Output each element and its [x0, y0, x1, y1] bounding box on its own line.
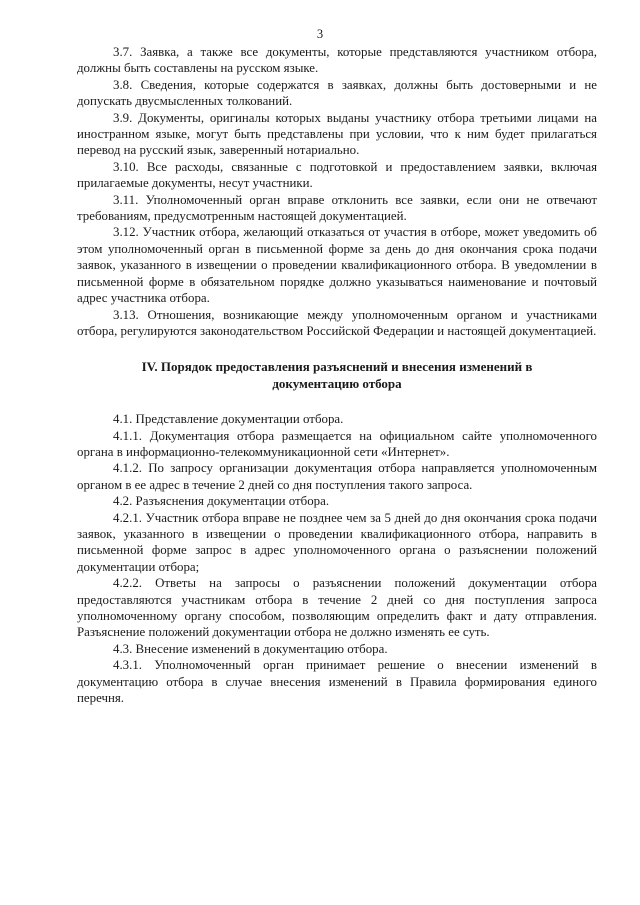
paragraph-3-9: 3.9. Документы, оригиналы которых выданы участнику отбора третьими лицами на иностранном языке, могут быть представлены при условии, что к ним будет прилагаться перевод на русский язык, заверенный нотариально.: [77, 110, 597, 158]
paragraph-3-10: 3.10. Все расходы, связанные с подготовкой и предоставлением заявки, включая прилагаемые документы, несут участники.: [77, 159, 597, 191]
paragraph-4-1-2: 4.1.2. По запросу организации документация отбора направляется уполномоченным органом в ее адрес в течение 2 дней со дня поступления такого запроса.: [77, 461, 597, 492]
paragraph-4-2-1: 4.2.1. Участник отбора вправе не позднее чем за 5 дней до дня окончания срока подачи заявок, указанного в извещении о проведении квалификационного отбора, направить в письменной форме запрос в адрес уполномоченного органа о разъяснении положений документации отбора;: [77, 510, 597, 574]
paragraph-3-12: 3.12. Участник отбора, желающий отказаться от участия в отборе, может уведомить об этом уполномоченный орган в письменной форме за день до дня окончания срока подачи заявок, указанного в извещении о проведении квалификационного отбора. В уведомлении в письменной форме в обязательном порядке должно указываться наименование и почтовый адрес участника отбора.: [77, 225, 597, 306]
paragraph-3-8: 3.8. Сведения, которые содержатся в заявках, должны быть достоверными и не допускать двусмысленных толкований.: [77, 77, 597, 109]
paragraph-3-7: 3.7. Заявка, а также все документы, которые представляются участником отбора, должны быть составлены на русском языке.: [77, 45, 597, 76]
page-number: 3: [316, 27, 324, 41]
paragraph-3-13: 3.13. Отношения, возникающие между уполномоченным органом и участниками отбора, регулируются законодательством Российской Федерации и настоящей документацией.: [77, 307, 597, 338]
document-body: [77, 44, 597, 706]
paragraph-4-1: 4.1. Представление документации отбора.: [113, 412, 344, 427]
paragraph-4-2-2: 4.2.2. Ответы на запросы о разъяснении положений документации отбора предоставляются участникам отбора в течение 2 дней со дня поступления запроса уполномоченному органу способом, позволяющим определить факт и дату отправления. Разъяснение положений документации отбора не должно изменять ее суть.: [77, 576, 597, 640]
paragraph-4-1-1: 4.1.1. Документация отбора размещается на официальном сайте уполномоченного органа в информационно-телекоммуникационной сети «Интернет».: [77, 428, 597, 459]
section-heading: IV. Порядок предоставления разъяснений и внесения изменений в документацию отбора: [141, 359, 533, 391]
paragraph-4-3: 4.3. Внесение изменений в документацию отбора.: [113, 641, 388, 656]
paragraph-4-3-1: 4.3.1. Уполномоченный орган принимает решение о внесении изменений в документацию отбора в случае внесения изменений в Правила формирования единого перечня.: [77, 658, 597, 706]
paragraph-3-11: 3.11. Уполномоченный орган вправе отклонить все заявки, если они не отвечают требованиям, предусмотренным настоящей документацией.: [77, 192, 597, 224]
paragraph-4-2: 4.2. Разъяснения документации отбора.: [113, 494, 330, 509]
